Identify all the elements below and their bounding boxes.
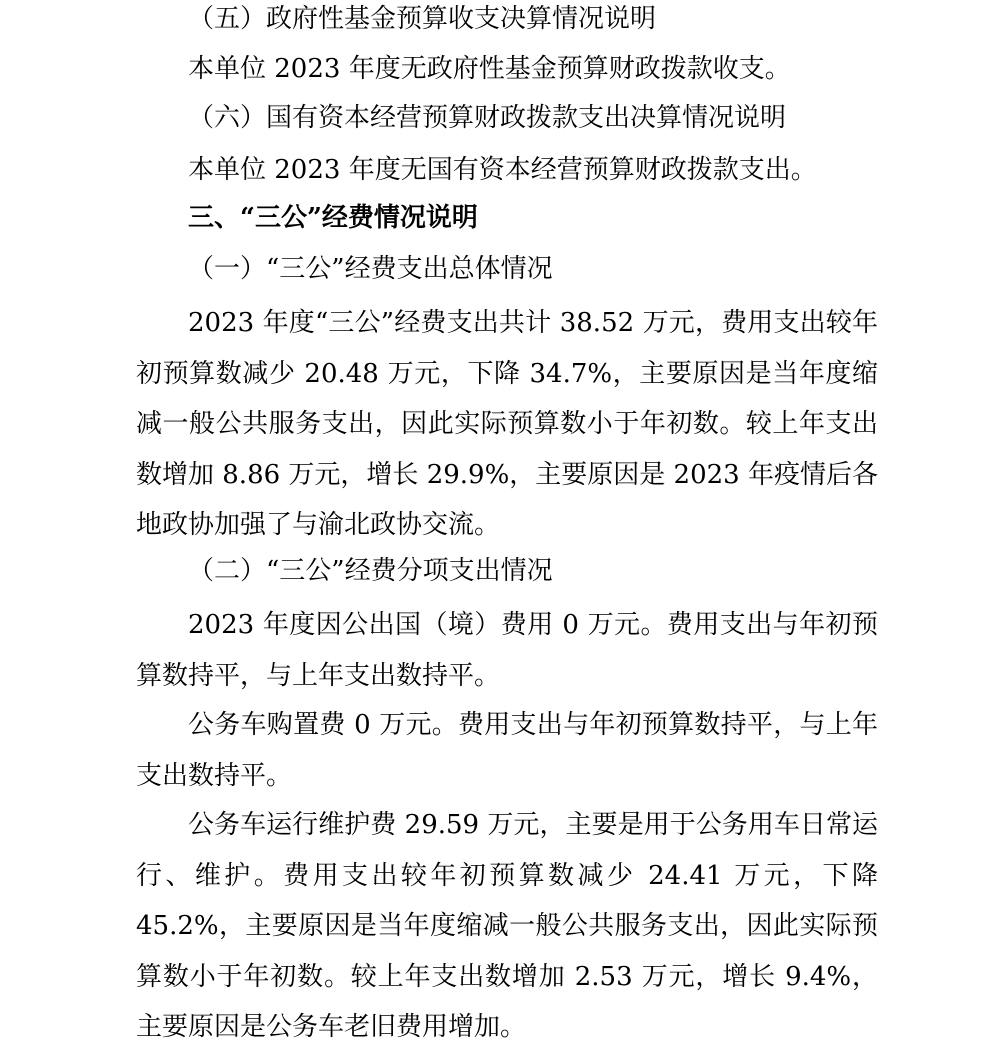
section-5-body: 本单位 2023 年度无政府性基金预算财政拨款收支。 <box>188 54 791 84</box>
subsection-2-paragraph-3: 公务车运行维护费 29.59 万元，主要是用于公务用车日常运行、维护。费用支出较年初预算数减少 24.41 万元，下降 45.2%，主要原因是当年度缩减一般公共服务支出，因此实际预算数小于年初数。较上年支出数增加 2.53 万元，增长 9.4%，主要原因是公务车老旧费用增加。 <box>136 810 878 1042</box>
part-3-heading: 三、“三公”经费情况说明 <box>188 203 478 233</box>
subsection-2-heading: （二）“三公”经费分项支出情况 <box>188 556 553 586</box>
subsection-1-heading: （一）“三公”经费支出总体情况 <box>188 254 553 284</box>
section-5-heading: （五）政府性基金预算收支决算情况说明 <box>188 4 657 34</box>
subsection-2-paragraph-2: 公务车购置费 0 万元。费用支出与年初预算数持平，与上年支出数持平。 <box>136 710 878 791</box>
subsection-1-body: 2023 年度“三公”经费支出共计 38.52 万元，费用支出较年初预算数减少 20.48 万元，下降 34.7%，主要原因是当年度缩减一般公共服务支出，因此实际预算数小于年初数。较上年支出数增加 8.86 万元，增长 29.9%，主要原因是 2023 年疫情后各地政协加强了与渝北政协交流。 <box>136 308 878 540</box>
subsection-2-paragraph-1: 2023 年度因公出国（境）费用 0 万元。费用支出与年初预算数持平，与上年支出数持平。 <box>136 610 878 691</box>
section-6-body: 本单位 2023 年度无国有资本经营预算财政拨款支出。 <box>188 155 817 185</box>
section-6-heading: （六）国有资本经营预算财政拨款支出决算情况说明 <box>188 103 787 133</box>
